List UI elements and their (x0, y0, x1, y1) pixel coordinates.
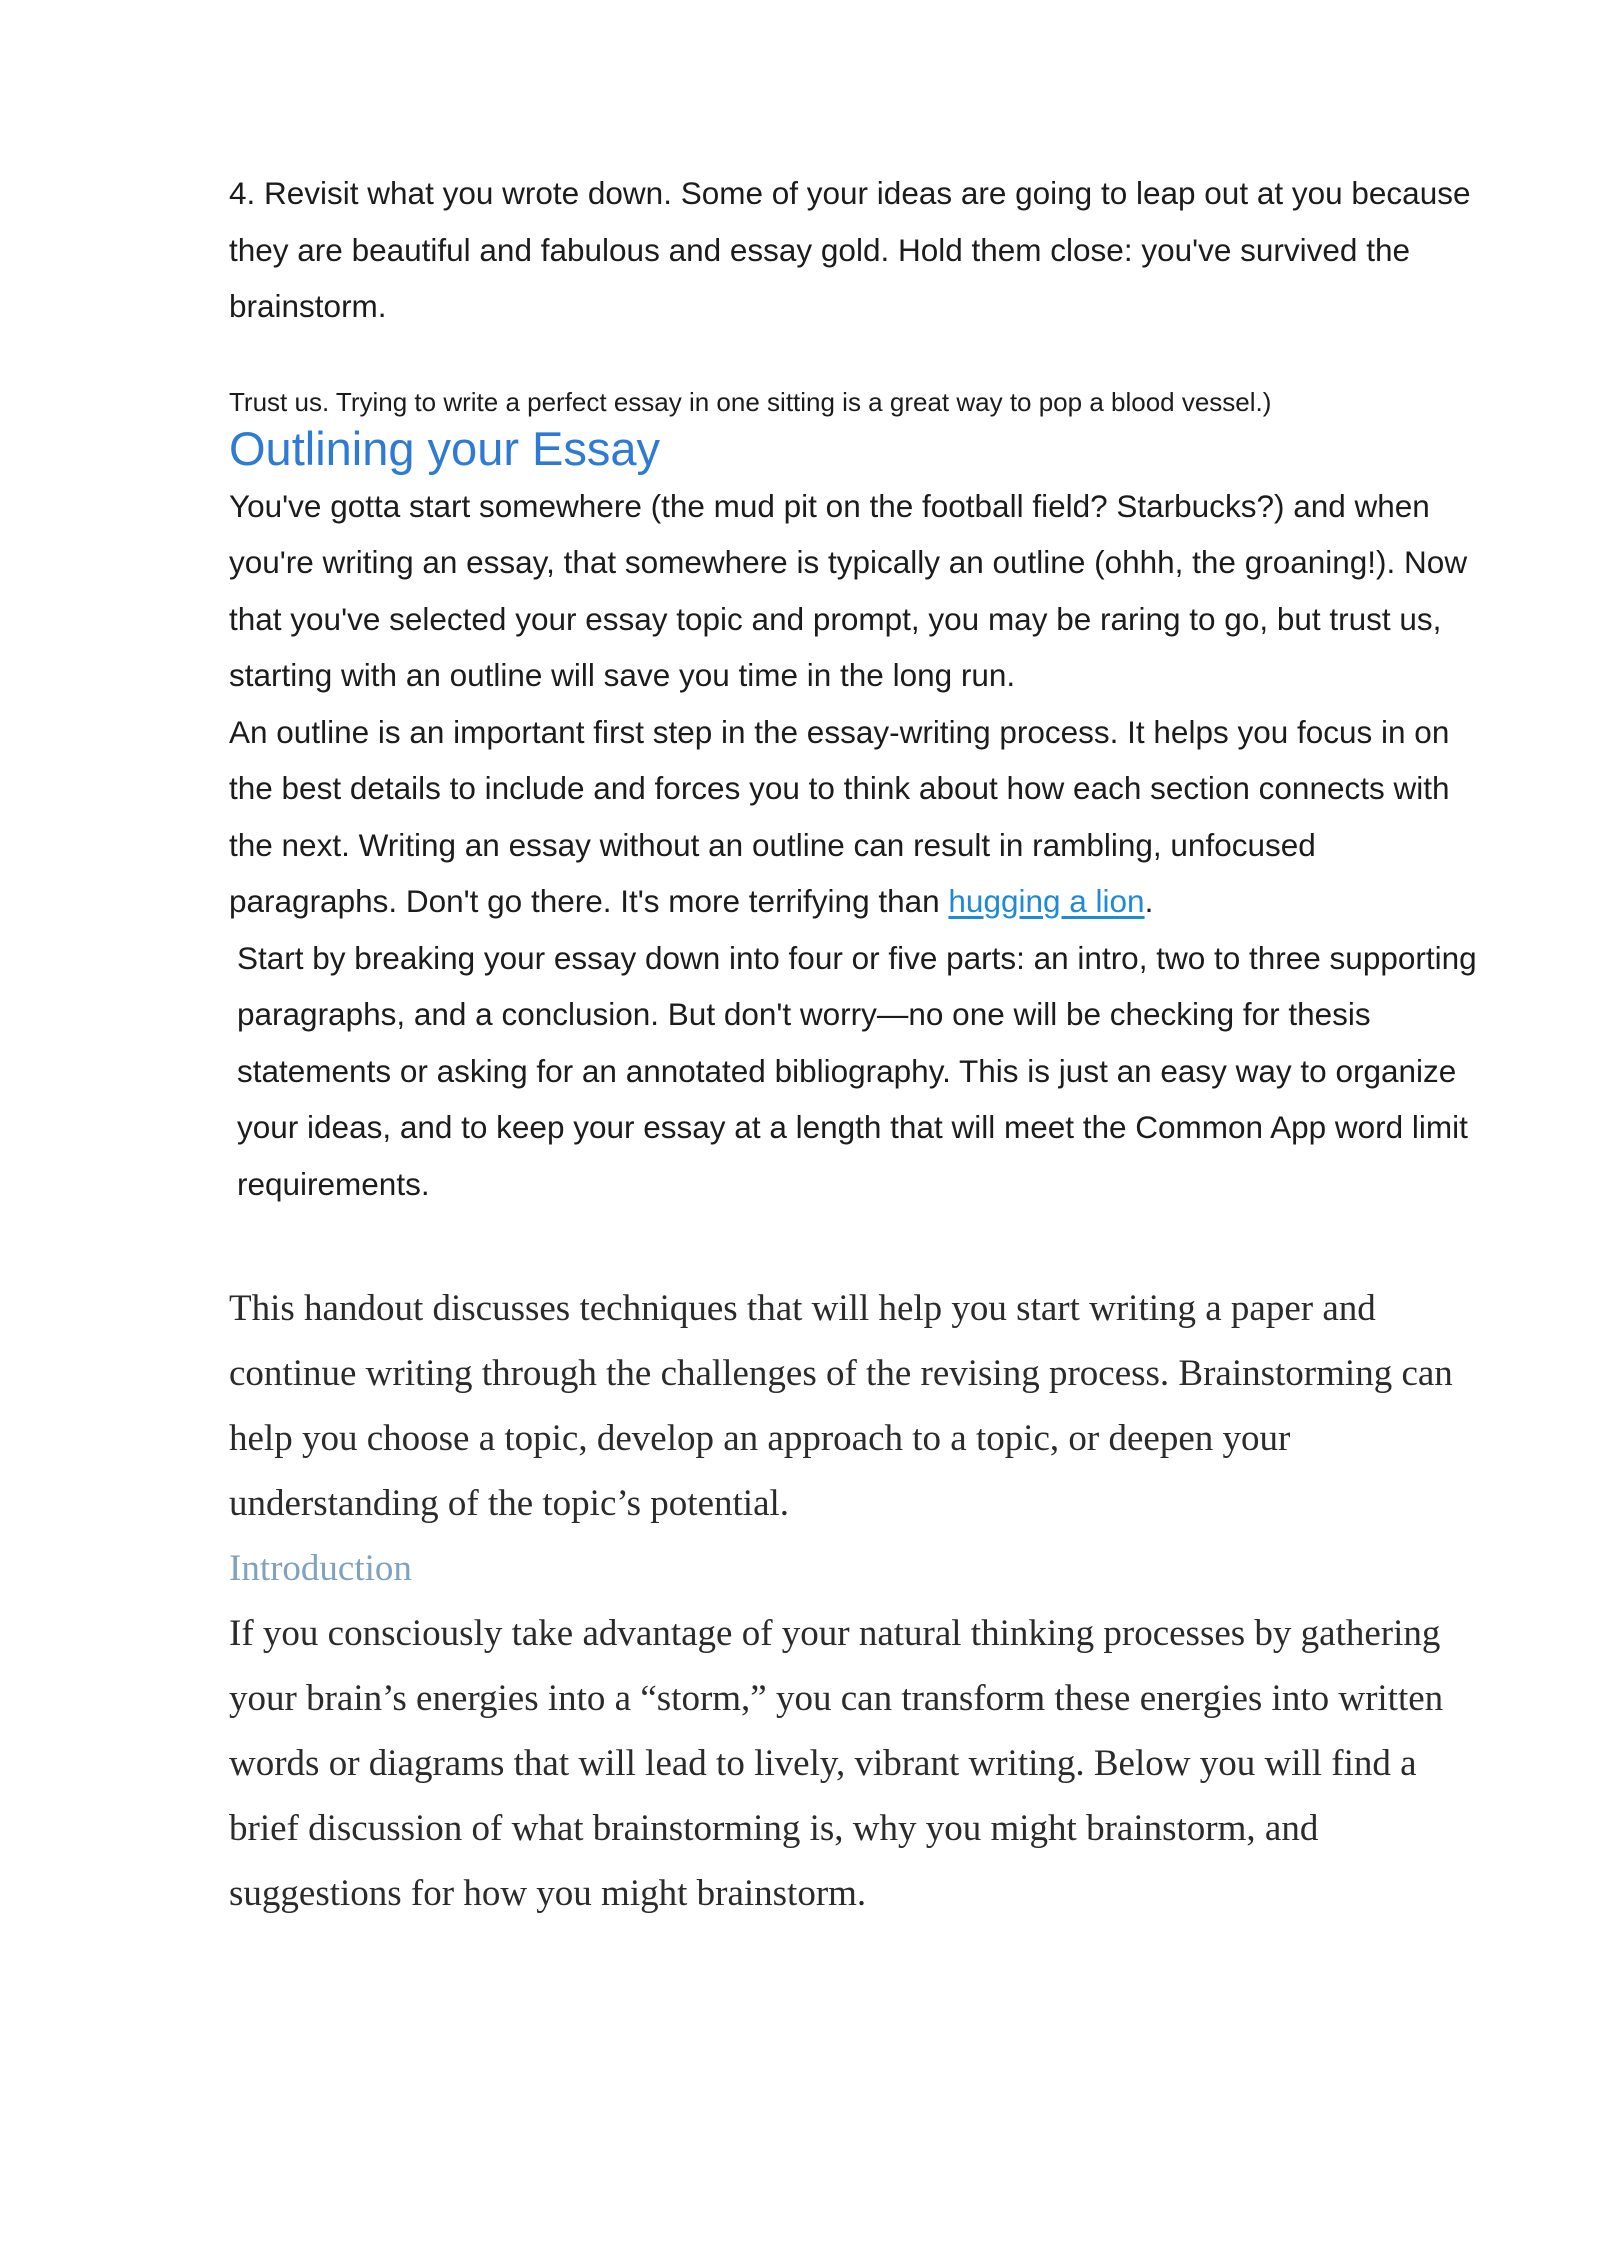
outline-paragraph-2-end: . (1144, 883, 1154, 919)
outline-paragraph-2-text: An outline is an important first step in the essay-writing process. It helps you focus in on the best details to include and forces you to think about how each section connects with the next. Writing an essay without an outline can result in rambling, unfocused paragraphs. Don't go there. It's more terrifying than (229, 713, 1450, 919)
trust-note: Trust us. Trying to write a perfect essay in one sitting is a great way to pop a blood vessel.) (229, 386, 1272, 417)
outline-paragraph-3: Start by breaking your essay down into four or five parts: an intro, two to three supporting paragraphs, and a conclusion. But don't worry—no one will be checking for thesis statements or asking for an annotated bibliography. This is just an easy way to organize your ideas, and to keep your essay at a length that will meet the Common App word limit requirements. (237, 939, 1477, 1202)
outline-paragraph-2 (229, 704, 1491, 930)
handout-paragraph: This handout discusses techniques that will help you start writing a paper and continue writing through the challenges of the revising process. Brainstorming can help you choose a topic, develop an approach to a topic, or deepen your understanding of the topic’s potential. (229, 1288, 1453, 1524)
hugging-a-lion-link[interactable]: hugging a lion (948, 883, 1145, 919)
outline-paragraph-1: You've gotta start somewhere (the mud pit on the football field? Starbucks?) and when you're writing an essay, that somewhere is typically an outline (ohhh, the groaning!). Now that you've selected your essay topic and prompt, you may be raring to go, but trust us, starting with an outline will save you time in the long run. (229, 487, 1468, 693)
introduction-heading: Introduction (229, 1548, 412, 1589)
outlining-heading: Outlining your Essay (229, 421, 661, 475)
section-spacer (229, 1212, 1491, 1276)
document-content (229, 165, 1491, 1926)
step-4-paragraph: 4. Revisit what you wrote down. Some of your ideas are going to leap out at you because they are beautiful and fabulous and essay gold. Hold them close: you've survived the brainstorm. (229, 175, 1471, 324)
introduction-paragraph: If you consciously take advantage of your natural thinking processes by gathering your brain’s energies into a “storm,” you can transform these energies into written words or diagrams that will lead to lively, vibrant writing. Below you will find a brief discussion of what brainstorming is, why you might brainstorm, and suggestions for how you might brainstorm. (229, 1613, 1444, 1914)
